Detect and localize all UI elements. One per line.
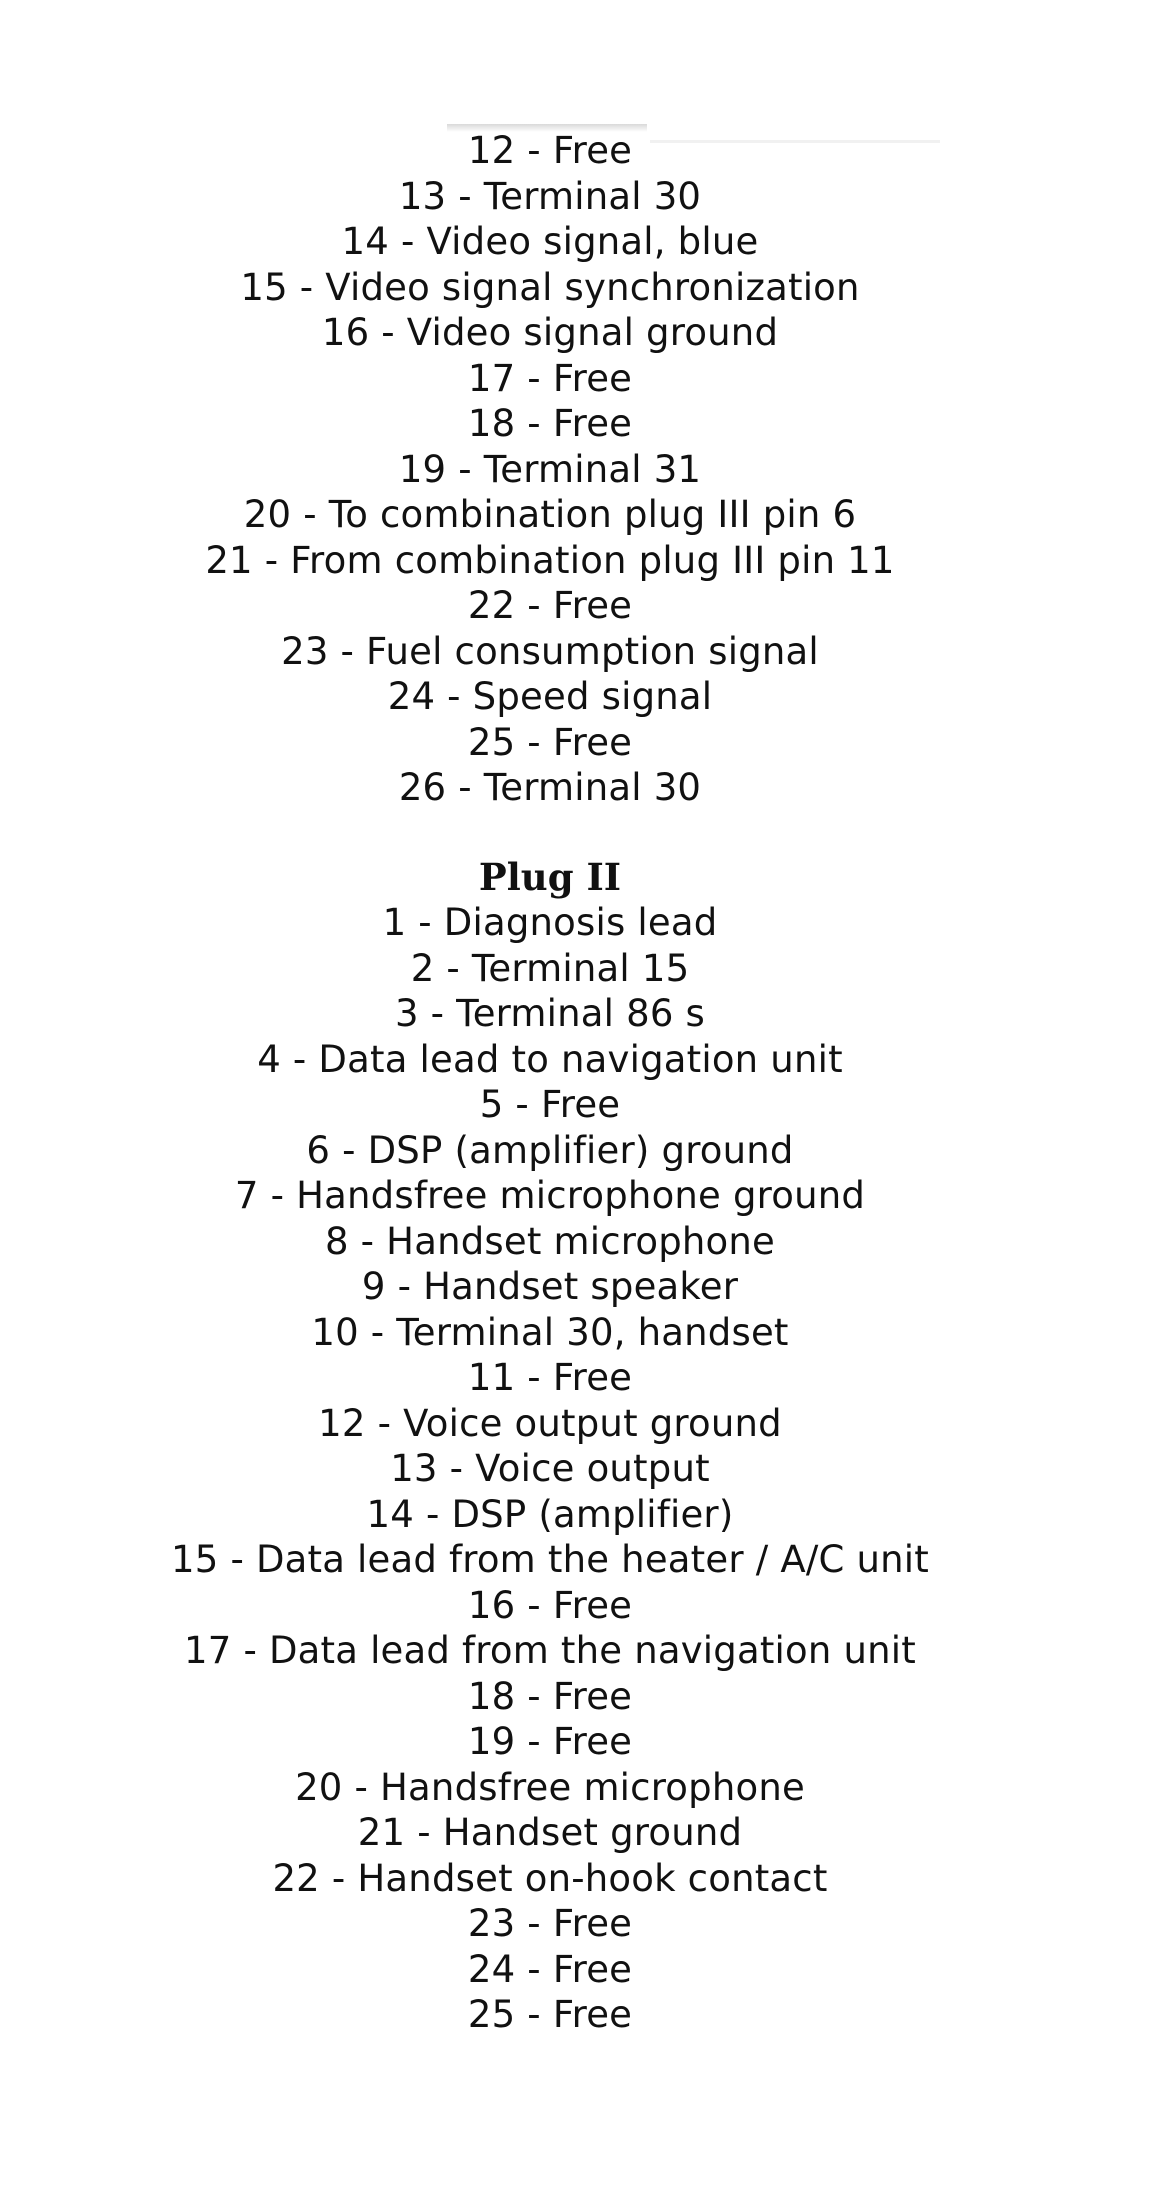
plug1-pin-24: 24 - Speed signal [387,675,713,718]
plug2-pin-20: 20 - Handsfree microphone [295,1765,805,1809]
plug2-pin-25: 25 - Free [467,1993,633,2036]
plug2-pin-18: 18 - Free [467,1674,633,1718]
plug2-pin-11: 11 - Free [467,1356,633,1399]
plug1-pin-17: 17 - Free [467,356,633,400]
plug2-pin-5: 5 - Free [479,1083,621,1126]
plug2-pin-9: 9 - Handset speaker [361,1265,739,1308]
plug1-pin-18: 18 - Free [467,402,633,445]
plug1-pin-21: 21 - From combination plug III pin 11 [205,538,895,582]
plug2-pin-24: 24 - Free [467,1947,633,1991]
plug1-pin-15: 15 - Video signal synchronization [240,265,860,309]
plug2-pin-3: 3 - Terminal 86 s [394,992,706,1035]
plug1-pin-23: 23 - Fuel consumption signal [281,629,819,673]
plug2-pin-7: 7 - Handsfree microphone ground [234,1174,866,1217]
section-spacer [0,811,1100,855]
plug2-pin-23: 23 - Free [467,1902,633,1945]
plug1-pin-25: 25 - Free [467,720,633,764]
plug2-section [0,855,1100,2038]
plug1-continued-section [0,128,1100,811]
plug1-pin-16: 16 - Video signal ground [321,311,779,354]
plug2-pin-13: 13 - Voice output [390,1447,710,1490]
plug1-pin-14: 14 - Video signal, blue [341,220,759,263]
plug2-heading: Plug II [478,854,622,899]
pin-assignment-list [0,128,1100,2038]
plug2-pin-2: 2 - Terminal 15 [410,946,690,990]
plug2-pin-8: 8 - Handset microphone [324,1219,776,1263]
plug2-pin-14: 14 - DSP (amplifier) [366,1492,734,1536]
plug1-pin-22: 22 - Free [467,584,633,627]
plug1-pin-12: 12 - Free [467,129,633,172]
plug2-pin-1: 1 - Diagnosis lead [382,901,718,944]
plug2-pin-19: 19 - Free [467,1720,633,1763]
plug1-pin-13: 13 - Terminal 30 [398,174,702,218]
plug1-pin-20: 20 - To combination plug III pin 6 [243,493,857,536]
plug1-pin-26: 26 - Terminal 30 [398,766,702,809]
plug2-pin-17: 17 - Data lead from the navigation unit [184,1629,916,1672]
plug2-pin-4: 4 - Data lead to navigation unit [257,1037,843,1081]
plug2-pin-21: 21 - Handset ground [357,1811,743,1854]
plug2-pin-16: 16 - Free [467,1583,633,1627]
plug2-pin-10: 10 - Terminal 30, handset [311,1310,789,1354]
plug1-pin-19: 19 - Terminal 31 [398,447,702,491]
plug2-pin-6: 6 - DSP (amplifier) ground [306,1128,794,1172]
plug2-pin-12: 12 - Voice output ground [318,1401,782,1445]
plug2-pin-15: 15 - Data lead from the heater / A/C unit [171,1538,929,1581]
plug2-pin-22: 22 - Handset on-hook contact [272,1856,828,1900]
